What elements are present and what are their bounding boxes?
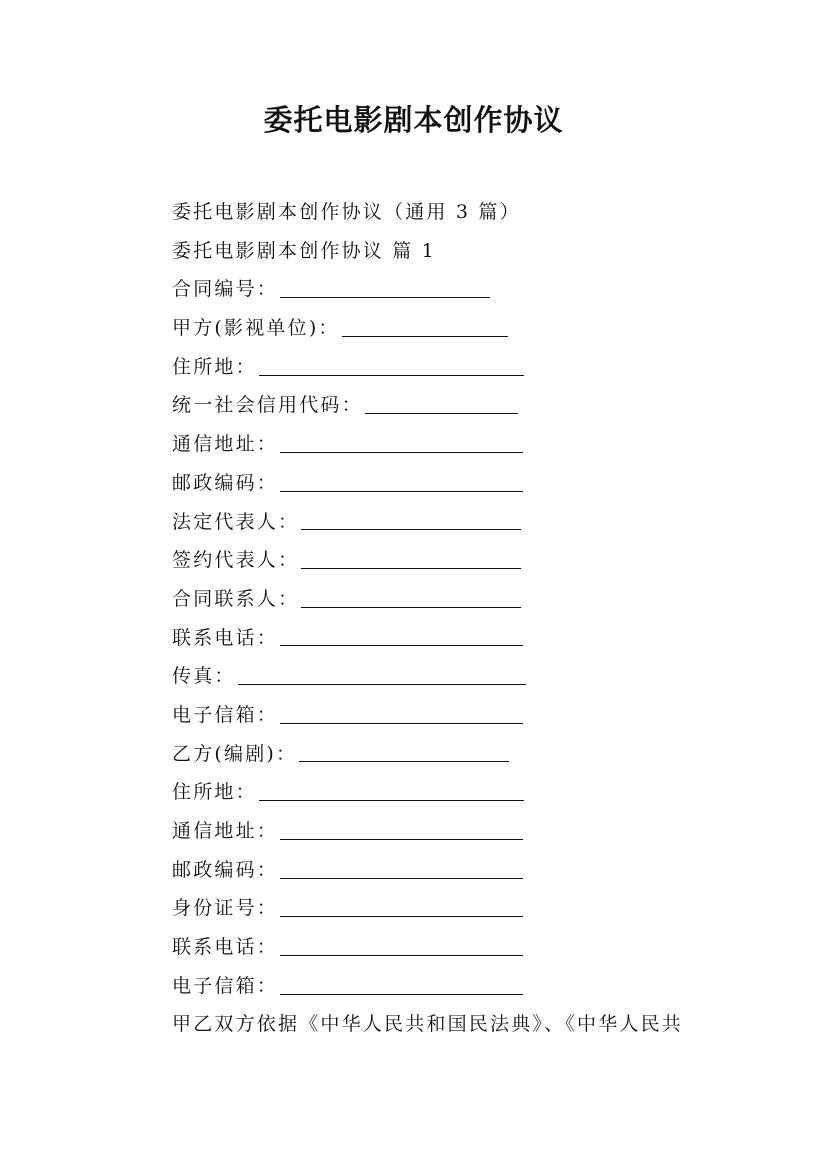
- field-b-id-number: [172, 889, 732, 928]
- field-b-address: [172, 773, 732, 812]
- field-a-postal-code: [172, 464, 732, 503]
- document-title: 委托电影剧本创作协议: [263, 103, 564, 137]
- field-label: 邮政编码：: [172, 471, 279, 494]
- field-label: 签约代表人：: [172, 549, 300, 572]
- field-label: 电子信箱：: [172, 974, 279, 997]
- line-text: 委托电影剧本创作协议（通用 3 篇）: [172, 201, 521, 223]
- field-a-legal-rep: [172, 503, 732, 542]
- fill-in-blank[interactable]: [280, 817, 523, 840]
- fill-in-blank[interactable]: [301, 585, 521, 608]
- fill-in-blank[interactable]: [280, 430, 523, 453]
- field-a-address: [172, 348, 732, 387]
- fill-in-blank[interactable]: [280, 856, 523, 879]
- field-party-b: [172, 735, 732, 774]
- field-label: 合同编号：: [172, 278, 279, 301]
- fill-in-blank[interactable]: [342, 314, 508, 337]
- field-contract-number: [172, 270, 732, 309]
- field-label: 电子信箱：: [172, 703, 279, 726]
- fill-in-blank[interactable]: [301, 507, 521, 530]
- doc-line-section-heading: [172, 232, 732, 271]
- field-label: 联系电话：: [172, 936, 279, 959]
- fill-in-blank[interactable]: [259, 353, 524, 376]
- field-label: 传真：: [172, 665, 236, 688]
- fill-in-blank[interactable]: [280, 623, 523, 646]
- line-text: 委托电影剧本创作协议 篇 1: [172, 239, 436, 262]
- fill-in-blank[interactable]: [299, 739, 509, 762]
- field-a-contact-person: [172, 580, 732, 619]
- line-text: 甲乙双方依据《中华人民共和国民法典》、《中华人民共: [172, 1013, 684, 1036]
- field-label: 邮政编码：: [172, 858, 279, 881]
- fill-in-blank[interactable]: [280, 972, 523, 995]
- field-a-fax: [172, 657, 732, 696]
- doc-paragraph-start: [172, 1005, 732, 1044]
- field-label: 甲方(影视单位)：: [172, 317, 340, 340]
- fill-in-blank[interactable]: [259, 778, 524, 801]
- fill-in-blank[interactable]: [365, 391, 518, 414]
- field-label: 通信地址：: [172, 433, 279, 456]
- field-a-email: [172, 696, 732, 735]
- field-b-phone: [172, 928, 732, 967]
- fill-in-blank[interactable]: [280, 894, 523, 917]
- field-a-credit-code: [172, 386, 732, 425]
- fill-in-blank[interactable]: [301, 546, 521, 569]
- fill-in-blank[interactable]: [238, 662, 526, 685]
- field-a-signing-rep: [172, 541, 732, 580]
- field-label: 身份证号：: [172, 897, 279, 920]
- field-label: 合同联系人：: [172, 587, 300, 610]
- document-body: [172, 193, 732, 1044]
- field-label: 法定代表人：: [172, 510, 300, 533]
- doc-line-subtitle: [172, 193, 732, 232]
- field-label: 通信地址：: [172, 820, 279, 842]
- field-b-mailing-address: [172, 812, 732, 851]
- field-a-phone: [172, 619, 732, 658]
- field-b-email: [172, 967, 732, 1006]
- field-a-mailing-address: [172, 425, 732, 464]
- field-label: 住所地：: [172, 355, 257, 378]
- fill-in-blank[interactable]: [280, 933, 523, 956]
- fill-in-blank[interactable]: [280, 469, 523, 492]
- field-b-postal-code: [172, 851, 732, 890]
- field-party-a: [172, 309, 732, 348]
- field-label: 乙方(编剧)：: [172, 742, 298, 765]
- fill-in-blank[interactable]: [280, 275, 490, 298]
- field-label: 联系电话：: [172, 626, 279, 649]
- field-label: 统一社会信用代码：: [172, 394, 363, 417]
- fill-in-blank[interactable]: [280, 701, 523, 724]
- field-label: 住所地：: [172, 781, 257, 804]
